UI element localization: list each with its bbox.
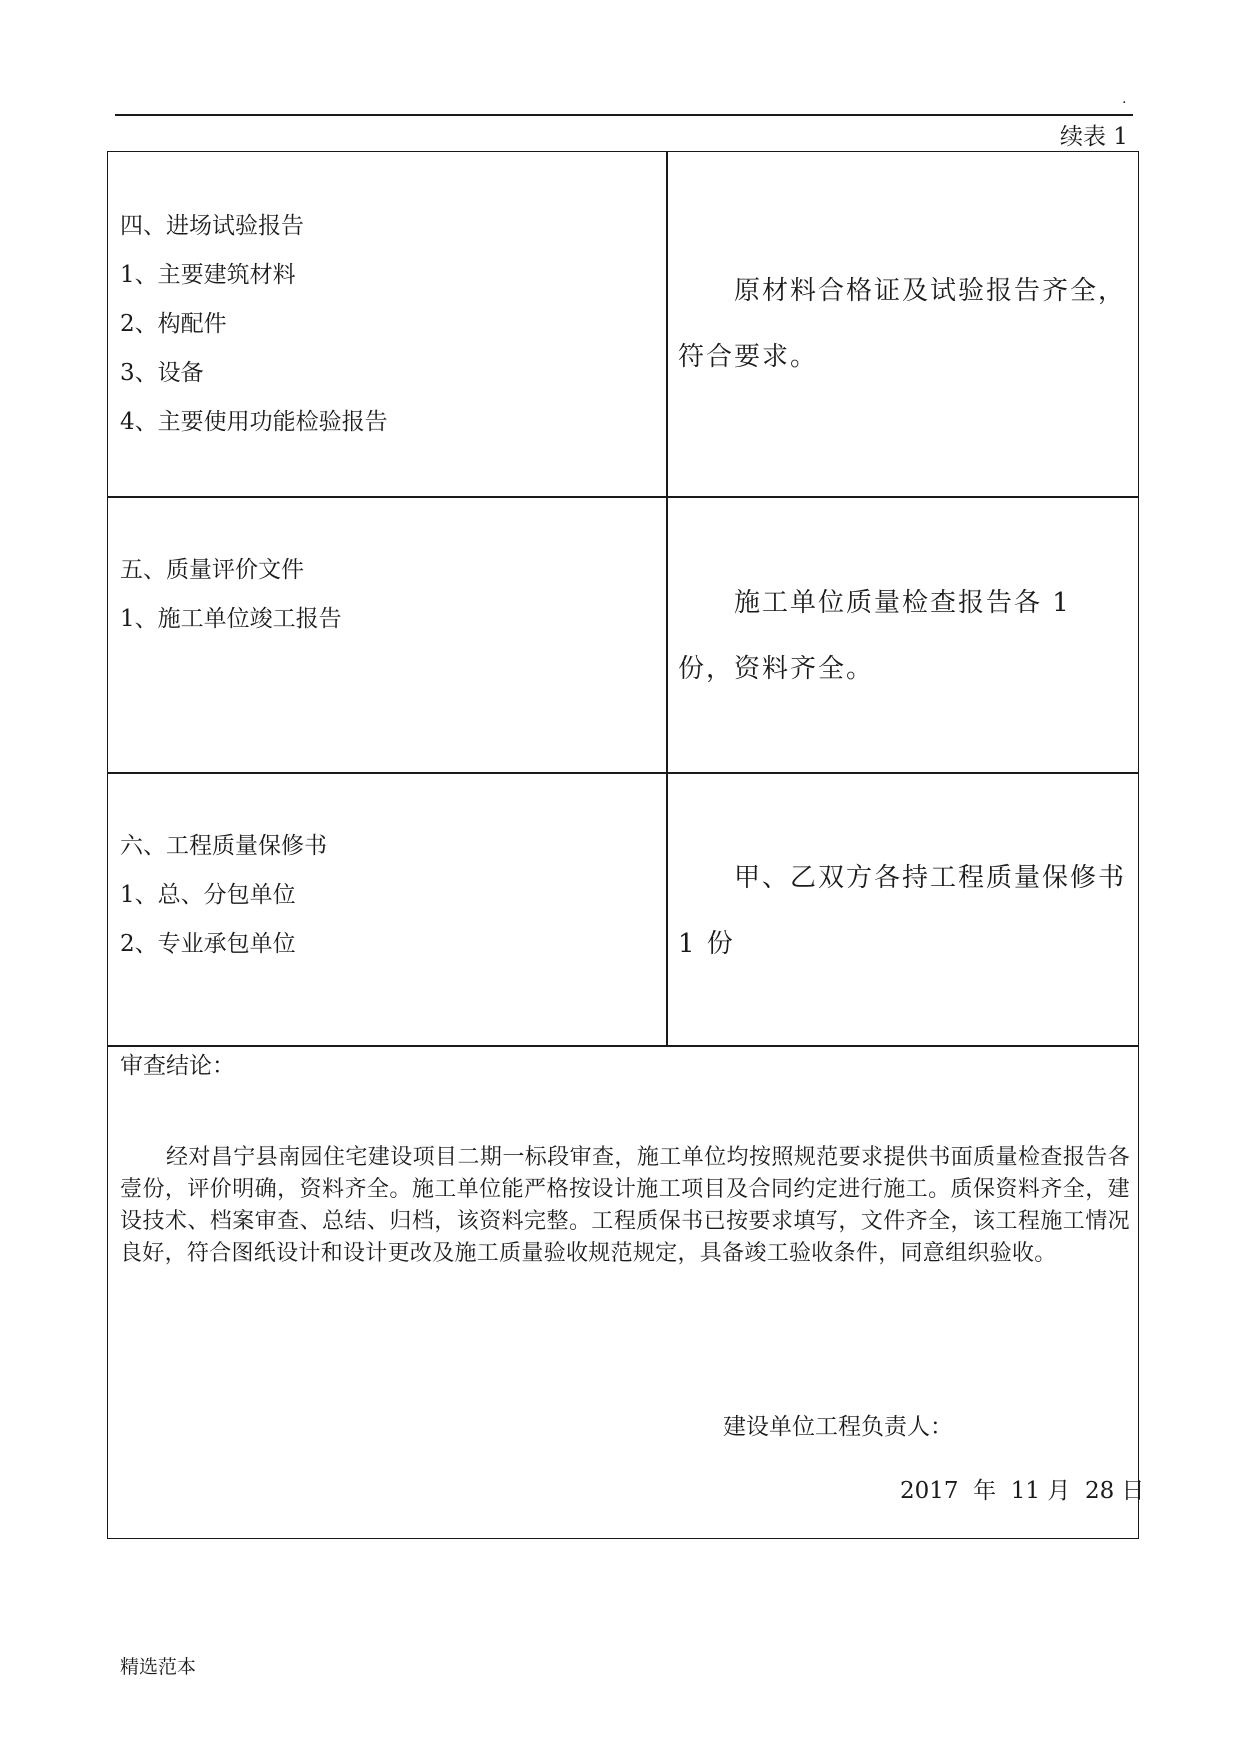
section-4-result	[678, 258, 1128, 390]
section-4-item: 2、构配件	[120, 311, 227, 337]
section-5-item: 1、施工单位竣工报告	[120, 606, 342, 632]
section-6-result	[678, 845, 1128, 977]
column-divider	[666, 151, 668, 1046]
header-rule	[115, 114, 1133, 116]
section-5-result	[678, 570, 1128, 702]
section-6-item: 六、工程质量保修书	[120, 833, 327, 859]
section-4-item: 3、设备	[120, 360, 204, 386]
section-4-item: 1、主要建筑材料	[120, 262, 296, 288]
footer-text: 精选范本	[120, 1656, 197, 1678]
section-6-result-text: 甲、乙双方各持工程质量保修书 1 份	[678, 863, 1127, 959]
section-4-item: 4、主要使用功能检验报告	[120, 409, 388, 435]
section-5-result-text: 施工单位质量检查报告各 1 份，资料齐全。	[678, 588, 1071, 684]
conclusion-label: 审查结论：	[120, 1053, 235, 1079]
row-divider-2	[107, 772, 1139, 774]
row-divider-3	[107, 1045, 1139, 1047]
section-6-item: 2、专业承包单位	[120, 931, 296, 957]
row-divider-1	[107, 496, 1139, 498]
section-4-item: 四、进场试验报告	[120, 213, 304, 239]
conclusion-text: 经对昌宁县南园住宅建设项目二期一标段审查，施工单位均按照规范要求提供书面质量检查报告各壹份，评价明确，资料齐全。施工单位能严格按设计施工项目及合同约定进行施工。质保资料齐全，建设技术、档案审查、总结、归档，该资料完整。工程质保书已按要求填写，文件齐全，该工程施工情况良好，符合图纸设计和设计更改及施工质量验收规范规定，具备竣工验收条件，同意组织验收。	[120, 1145, 1130, 1266]
section-5-item: 五、质量评价文件	[120, 557, 304, 583]
sign-date: 2017 年 11 月 28 日	[900, 1478, 1145, 1504]
section-6-item: 1、总、分包单位	[120, 882, 296, 908]
section-6-items	[120, 822, 327, 969]
section-4-result-text: 原材料合格证及试验报告齐全，符合要求。	[678, 276, 1127, 372]
section-4-items	[120, 202, 388, 447]
section-5-items	[120, 546, 342, 644]
signer-label: 建设单位工程负责人：	[723, 1414, 953, 1440]
continued-label: 续表 1	[1060, 124, 1128, 150]
header-dot: .	[1122, 91, 1127, 107]
